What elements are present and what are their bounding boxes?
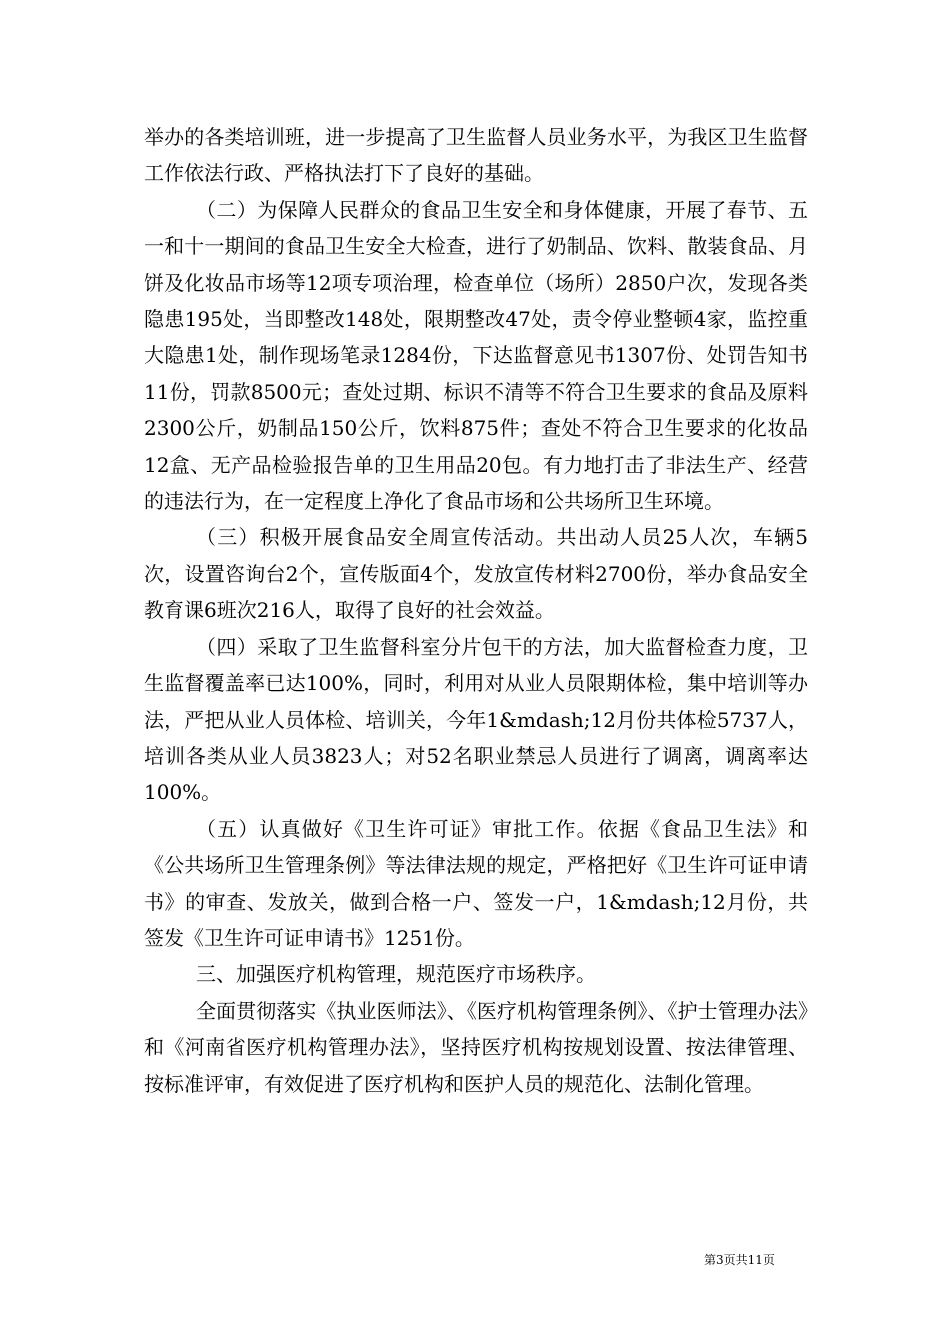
paragraph-supervision-coverage: （四）采取了卫生监督科室分片包干的方法，加大监督检查力度，卫生监督覆盖率已达100%，同时，利用对从业人员限期体检，集中培训等办法，严把从业人员体检、培训关，今年1&mdash;12月份共体检5737人，培训各类从业人员3823人；对52名职业禁忌人员进行了调离，调离率达100%。 — [144, 634, 808, 805]
document-body — [144, 119, 808, 1102]
paragraph-hygiene-license: （五）认真做好《卫生许可证》审批工作。依据《食品卫生法》和《公共场所卫生管理条例》等法律法规的规定，严格把好《卫生许可证申请书》的审查、发放关，做到合格一户、签发一户，1&mdash;12月份，共签发《卫生许可证申请书》1251份。 — [144, 816, 808, 950]
paragraph-food-safety-inspection: （二）为保障人民群众的食品卫生安全和身体健康，开展了春节、五一和十一期间的食品卫生安全大检查，进行了奶制品、饮料、散装食品、月饼及化妆品市场等12项专项治理，检查单位（场所）2850户次，发现各类隐患195处，当即整改148处，限期整改47处，责令停业整顿4家，监控重大隐患1处，制作现场笔录1284份，下达监督意见书1307份、处罚告知书11份，罚款8500元；查处过期、标识不清等不符合卫生要求的食品及原料2300公斤，奶制品150公斤，饮料875件；查处不符合卫生要求的化妆品12盒、无产品检验报告单的卫生用品20包。有力地打击了非法生产、经营的违法行为，在一定程度上净化了食品市场和公共场所卫生环境。 — [144, 197, 808, 514]
paragraph-training-continued: 举办的各类培训班，进一步提高了卫生监督人员业务水平，为我区卫生监督工作依法行政、严格执法打下了良好的基础。 — [144, 125, 808, 186]
section-heading-medical-institutions: 三、加强医疗机构管理，规范医疗市场秩序。 — [196, 962, 596, 987]
page-number-footer: 第3页共11页 — [704, 1253, 775, 1267]
paragraph-food-safety-week: （三）积极开展食品安全周宣传活动。共出动人员25人次，车辆5次，设置咨询台2个，宣传版面4个，发放宣传材料2700份，举办食品安全教育课6班次216人，取得了良好的社会效益。 — [144, 525, 808, 623]
paragraph-medical-regulations: 全面贯彻落实《执业医师法》、《医疗机构管理条例》、《护士管理办法》和《河南省医疗机构管理办法》，坚持医疗机构按规划设置、按法律管理、按标准评审，有效促进了医疗机构和医护人员的规范化、法制化管理。 — [144, 998, 808, 1096]
